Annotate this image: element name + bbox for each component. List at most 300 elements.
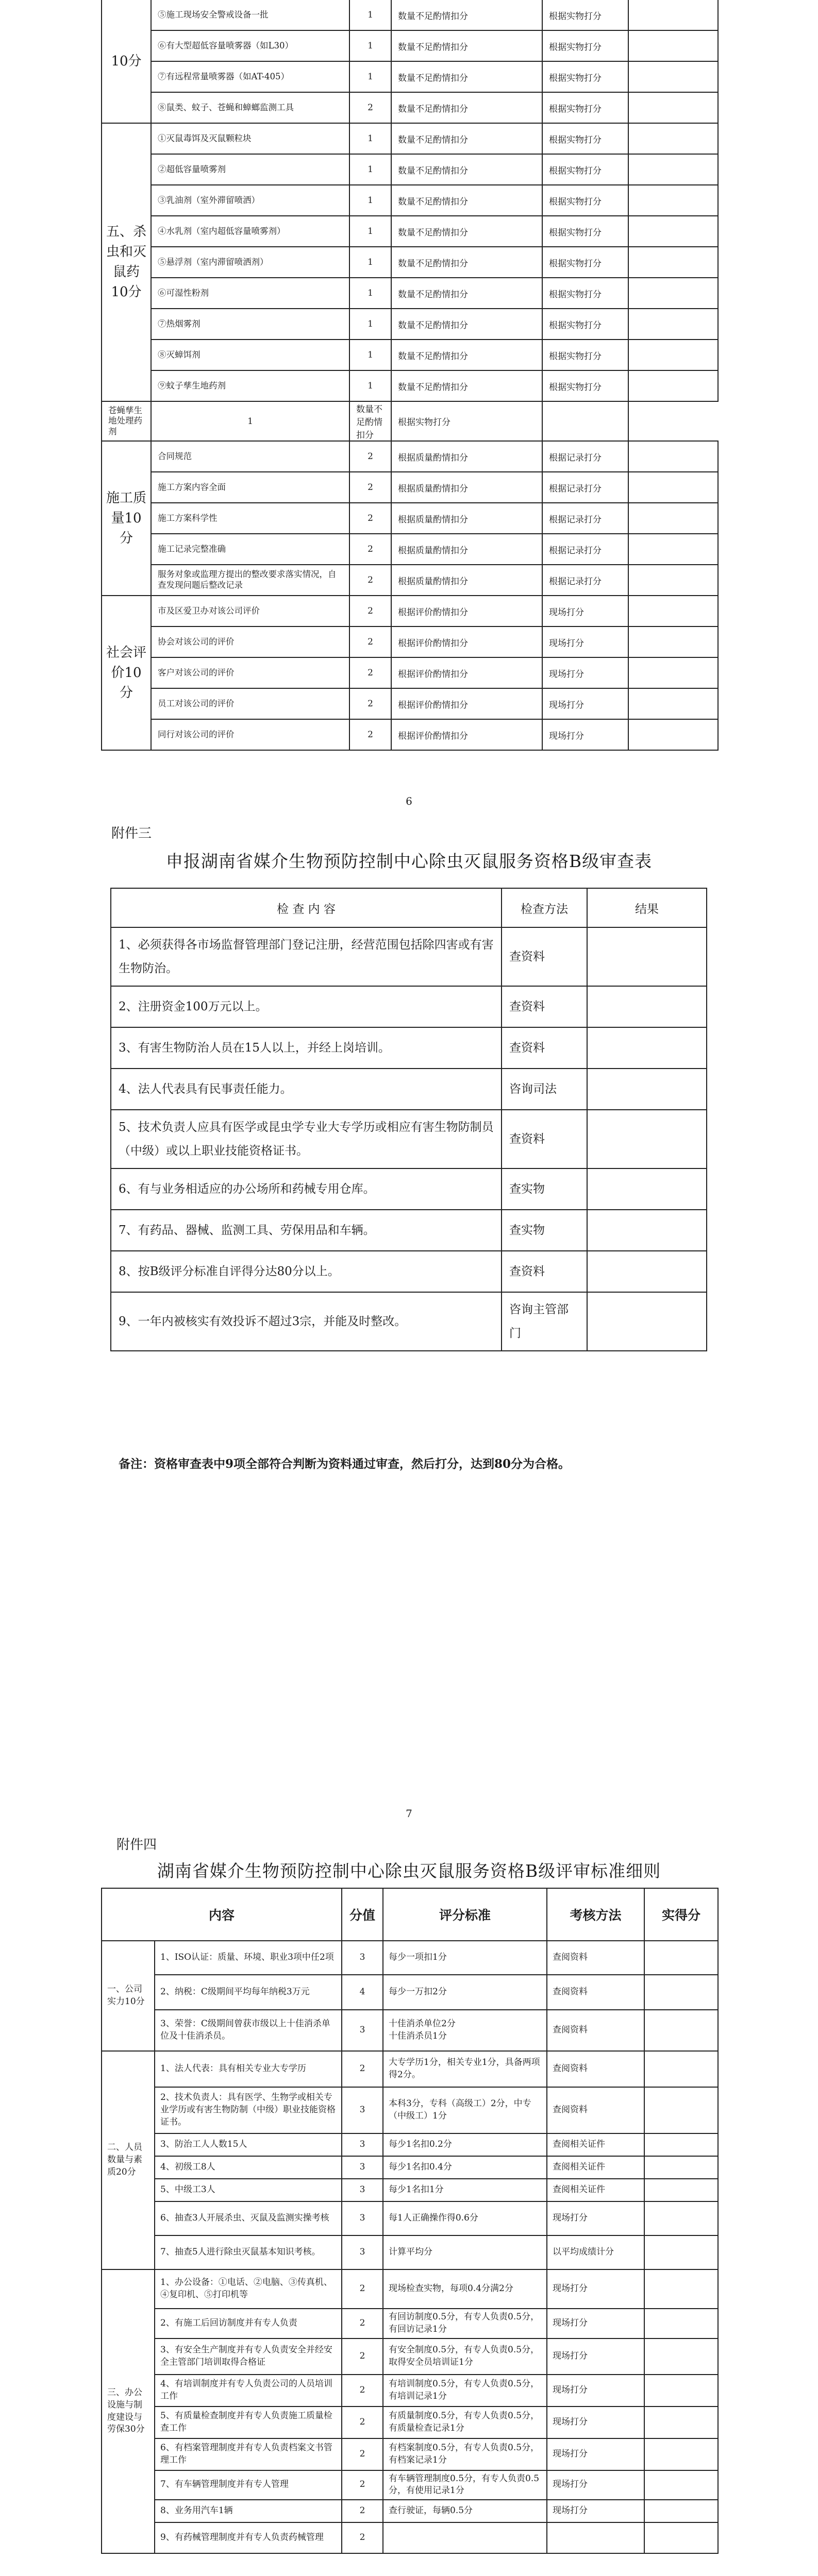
item-cell: ⑦有远程常量喷雾器（如AT-405） [151,61,349,92]
actual-score-cell [628,534,718,565]
content-cell: 6、有与业务相适应的办公场所和药械专用仓库。 [111,1168,502,1210]
item-cell: 6、抽查3人开展杀虫、灭鼠及监测实操考核 [155,2201,342,2235]
scoring-table-continued [101,0,719,751]
method-cell: 根据实物打分 [542,370,628,401]
item-cell: 1、办公设备：①电话、②电脑、③传真机、④复印机、⑤打印机等 [155,2269,342,2309]
table-row [102,2133,718,2156]
standard-cell: 每少1名扣0.4分 [383,2156,547,2179]
method-cell: 根据记录打分 [542,565,628,596]
actual-score-cell [628,441,718,472]
result-cell [587,927,707,986]
standard-cell: 有回访制度0.5分，有专人负责0.5分，有回访记录1分 [383,2309,547,2338]
item-cell: 4、有培训制度并有专人负责公司的人员培训工作 [155,2375,342,2406]
standard-cell: 每少一万扣2分 [383,1975,547,2010]
score-cell: 2 [342,2269,383,2309]
item-cell: 8、业务用汽车1辆 [155,2500,342,2522]
table-row [102,534,718,565]
method-cell: 根据实物打分 [542,123,628,154]
method-cell: 根据实物打分 [542,154,628,185]
actual-score-cell [628,30,718,61]
standard-cell: 根据评价酌情扣分 [391,596,542,626]
table-row [102,2522,718,2553]
score-cell: 2 [342,2522,383,2553]
score-cell: 2 [349,503,391,534]
method-cell: 现场打分 [547,2269,644,2309]
standard-cell: 数量不足酌情扣分 [391,309,542,340]
item-cell: 4、初级工8人 [155,2156,342,2179]
table-row [102,472,718,503]
actual-score-cell [628,278,718,309]
table-row [102,719,718,750]
standard-cell: 数量不足酌情扣分 [349,401,391,441]
result-cell [587,1210,707,1251]
content-cell: 5、技术负责人应具有医学或昆虫学专业大专学历或相应有害生物防制员（中级）或以上职业技能资格证书。 [111,1110,502,1168]
item-cell: 3、有安全生产制度并有专人负责安全并经安全主管部门培训取得合格证 [155,2338,342,2375]
score-cell: 2 [349,596,391,626]
category-cell: 三、办公设施与制度建设与劳保30分 [102,2269,155,2553]
category-cell: 一、公司实力10分 [102,1941,155,2051]
item-cell: 7、有车辆管理制度并有专人管理 [155,2470,342,2500]
table-row [102,1941,718,1975]
item-cell: ⑥有大型超低容量喷雾器（如L30） [151,30,349,61]
score-cell: 2 [349,657,391,688]
actual-score-cell [542,401,628,441]
actual-score-cell [644,2500,718,2522]
method-cell: 查资料 [502,1251,587,1292]
method-cell: 现场打分 [547,2338,644,2375]
standard-cell: 数量不足酌情扣分 [391,154,542,185]
score-cell: 3 [342,1941,383,1975]
table-row [102,2375,718,2406]
actual-score-cell [644,1975,718,2010]
table-row [102,2406,718,2438]
method-cell: 根据实物打分 [542,247,628,278]
table-row [102,370,718,401]
score-cell: 1 [349,309,391,340]
remark-note: 备注：资格审查表中9项全部符合判断为资料通过审查，然后打分，达到80分为合格。 [119,1457,571,1471]
table-row [111,927,707,986]
standard-cell: 十佳消杀单位2分 十佳消杀员1分 [383,2010,547,2051]
standard-cell: 查行驶证，每辆0.5分 [383,2500,547,2522]
method-cell: 现场打分 [547,2406,644,2438]
table-row [102,309,718,340]
actual-score-cell [628,309,718,340]
standard-cell: 根据评价酌情扣分 [391,719,542,750]
table-row [102,2179,718,2201]
table-row [111,1110,707,1168]
score-cell: 2 [342,2438,383,2470]
method-cell: 根据实物打分 [542,0,628,30]
category-cell: 社会评价10分 [102,596,151,750]
result-cell [587,1251,707,1292]
method-cell: 根据实物打分 [542,92,628,123]
table-row [102,2309,718,2338]
table-row [111,1069,707,1110]
score-cell: 2 [342,2051,383,2087]
actual-score-cell [644,2235,718,2269]
item-cell: 6、有档案管理制度并有专人负责档案文书管理工作 [155,2438,342,2470]
table-row [102,216,718,247]
actual-score-cell [644,2010,718,2051]
table-row [102,2010,718,2051]
score-cell: 2 [349,626,391,657]
score-cell: 2 [349,441,391,472]
table-row [102,278,718,309]
actual-score-cell [628,216,718,247]
method-cell: 现场打分 [547,2470,644,2500]
scoring-criteria-table [101,1888,719,2554]
method-cell: 咨询主管部门 [502,1292,587,1351]
item-cell: 苍蝇孳生地处理药剂 [102,401,151,441]
content-cell: 3、有害生物防治人员在15人以上，并经上岗培训。 [111,1027,502,1069]
actual-score-cell [644,2438,718,2470]
item-cell: ⑤施工现场安全警戒设备一批 [151,0,349,30]
actual-score-cell [628,503,718,534]
standard-cell: 每少一项扣1分 [383,1941,547,1975]
standard-cell: 根据质量酌情扣分 [391,503,542,534]
method-cell: 现场打分 [547,2201,644,2235]
standard-cell: 有培训制度0.5分，有专人负责0.5分，有培训记录1分 [383,2375,547,2406]
item-cell: 3、荣誉：C级期间曾获市级以上十佳消杀单位及十佳消杀员。 [155,2010,342,2051]
score-cell: 1 [349,340,391,370]
table-row [102,2156,718,2179]
actual-score-cell [628,123,718,154]
table-row [111,1251,707,1292]
header-method: 考核方法 [547,1888,644,1941]
content-cell: 7、有药品、器械、监测工具、劳保用品和车辆。 [111,1210,502,1251]
actual-score-cell [644,2309,718,2338]
actual-score-cell [628,626,718,657]
standard-cell: 数量不足酌情扣分 [391,61,542,92]
annex-title: 申报湖南省媒介生物预防控制中心除虫灭鼠服务资格B级审查表 [165,851,653,871]
table-row [102,503,718,534]
standard-cell: 数量不足酌情扣分 [391,247,542,278]
actual-score-cell [628,247,718,278]
page-number: 7 [406,1807,412,1820]
item-cell: ④水乳剂（室内超低容量喷雾剂） [151,216,349,247]
score-cell: 1 [349,247,391,278]
score-cell: 1 [349,370,391,401]
actual-score-cell [628,61,718,92]
standard-cell: 每少1名扣0.2分 [383,2133,547,2156]
table-row [102,30,718,61]
table-row [102,688,718,719]
actual-score-cell [644,2087,718,2133]
item-cell: 2、纳税：C级期间平均每年纳税3万元 [155,1975,342,2010]
standard-cell: 有安全制度0.5分，有专人负责0.5分，取得安全员培训证1分 [383,2338,547,2375]
item-cell: ③乳油剂（室外滞留喷洒） [151,185,349,216]
method-cell: 现场打分 [542,657,628,688]
table-row [111,986,707,1027]
category-cell: 10分 [102,0,151,123]
table-row [111,1168,707,1210]
score-cell: 2 [349,565,391,596]
score-cell: 3 [342,2087,383,2133]
actual-score-cell [644,2201,718,2235]
result-cell [587,1110,707,1168]
score-cell: 1 [151,401,349,441]
table-row [111,1292,707,1351]
item-cell: 5、中级工3人 [155,2179,342,2201]
header-result: 结果 [587,888,707,927]
header-standard: 评分标准 [383,1888,547,1941]
table-row [102,2438,718,2470]
method-cell: 根据记录打分 [542,441,628,472]
actual-score-cell [628,370,718,401]
method-cell: 查实物 [502,1168,587,1210]
score-cell: 1 [349,185,391,216]
header-actual-score: 实得分 [644,1888,718,1941]
score-cell: 2 [342,2309,383,2338]
table-row [102,2338,718,2375]
score-cell: 3 [342,2235,383,2269]
actual-score-cell [644,2133,718,2156]
method-cell: 根据实物打分 [542,309,628,340]
method-cell: 根据实物打分 [542,216,628,247]
score-cell: 2 [342,2338,383,2375]
table-row [102,565,718,596]
table-row [111,1210,707,1251]
standard-cell: 本科3分，专科（高级工）2分，中专（中级工）1分 [383,2087,547,2133]
method-cell: 查实物 [502,1210,587,1251]
score-cell: 1 [349,154,391,185]
table-row [102,2470,718,2500]
table-row [102,2269,718,2309]
score-cell: 3 [342,2201,383,2235]
item-cell: 1、ISO认证：质量、环境、职业3项中任2项 [155,1941,342,1975]
actual-score-cell [644,2406,718,2438]
item-cell: 协会对该公司的评价 [151,626,349,657]
category-cell: 二、人员数量与素质20分 [102,2051,155,2269]
item-cell: 5、有质量检查制度并有专人负责施工质量检查工作 [155,2406,342,2438]
score-cell: 2 [342,2500,383,2522]
score-cell: 3 [342,2133,383,2156]
annex-label: 附件四 [116,1837,157,1853]
method-cell: 查阅资料 [547,2010,644,2051]
table-row [102,92,718,123]
standard-cell: 数量不足酌情扣分 [391,340,542,370]
actual-score-cell [628,185,718,216]
score-cell: 2 [349,719,391,750]
method-cell: 查阅相关证件 [547,2133,644,2156]
item-cell: 施工方案科学性 [151,503,349,534]
method-cell: 根据记录打分 [542,503,628,534]
result-cell [587,986,707,1027]
result-cell [587,1168,707,1210]
standard-cell [383,2522,547,2553]
method-cell: 根据实物打分 [542,61,628,92]
method-cell: 根据记录打分 [542,534,628,565]
actual-score-cell [644,2179,718,2201]
method-cell: 现场打分 [542,719,628,750]
score-cell: 2 [349,92,391,123]
category-cell: 五、杀虫和灭鼠药10分 [102,123,151,401]
table-row [102,441,718,472]
standard-cell: 根据质量酌情扣分 [391,472,542,503]
item-cell: ⑧鼠类、蚊子、苍蝇和蟑螂监测工具 [151,92,349,123]
score-cell: 3 [342,2179,383,2201]
actual-score-cell [644,2269,718,2309]
method-cell: 查阅资料 [547,2051,644,2087]
header-content: 内容 [102,1888,342,1941]
item-cell: 施工记录完整准确 [151,534,349,565]
score-cell: 2 [342,2470,383,2500]
standard-cell: 数量不足酌情扣分 [391,278,542,309]
item-cell: 2、技术负责人：具有医学、生物学或相关专业学历或有害生物防制（中级）职业技能资格证书。 [155,2087,342,2133]
method-cell: 查资料 [502,927,587,986]
table-row [102,2201,718,2235]
item-cell: 客户对该公司的评价 [151,657,349,688]
score-cell: 4 [342,1975,383,2010]
item-cell: 施工方案内容全面 [151,472,349,503]
actual-score-cell [628,719,718,750]
method-cell: 现场打分 [547,2438,644,2470]
score-cell: 2 [349,534,391,565]
annex-label: 附件三 [111,826,152,841]
standard-cell: 数量不足酌情扣分 [391,216,542,247]
score-cell: 1 [349,216,391,247]
score-cell: 2 [349,472,391,503]
item-cell: ⑥可湿性粉剂 [151,278,349,309]
standard-cell: 数量不足酌情扣分 [391,30,542,61]
item-cell: 同行对该公司的评价 [151,719,349,750]
item-cell: 2、有施工后回访制度并有专人负责 [155,2309,342,2338]
standard-cell: 大专学历1分，相关专业1分，具备两项得2分。 [383,2051,547,2087]
table-row [102,2087,718,2133]
actual-score-cell [628,688,718,719]
actual-score-cell [644,2156,718,2179]
item-cell: ①灭鼠毒饵及灭鼠颗粒块 [151,123,349,154]
method-cell: 现场打分 [547,2500,644,2522]
standard-cell: 根据质量酌情扣分 [391,565,542,596]
item-cell: ②超低容量喷雾剂 [151,154,349,185]
method-cell: 根据实物打分 [542,185,628,216]
method-cell: 根据实物打分 [391,401,542,441]
score-cell: 3 [342,2010,383,2051]
standard-cell: 根据评价酌情扣分 [391,657,542,688]
score-cell: 1 [349,123,391,154]
header-score: 分值 [342,1888,383,1941]
annex-title: 湖南省媒介生物预防控制中心除虫灭鼠服务资格B级评审标准细则 [157,1861,661,1881]
item-cell: 服务对象或监理方提出的整改要求落实情况，自查发现问题后整改记录 [151,565,349,596]
table-row [102,657,718,688]
method-cell: 根据实物打分 [542,30,628,61]
content-cell: 8、按B级评分标准自评得分达80分以上。 [111,1251,502,1292]
header-content: 检 查 内 容 [111,888,502,927]
page-number: 6 [406,795,412,807]
table-row [102,2051,718,2087]
standard-cell: 根据质量酌情扣分 [391,441,542,472]
category-cell: 施工质量10分 [102,441,151,596]
standard-cell: 根据评价酌情扣分 [391,688,542,719]
method-cell: 咨询司法 [502,1069,587,1110]
actual-score-cell [628,565,718,596]
score-cell: 3 [342,2156,383,2179]
actual-score-cell [628,340,718,370]
method-cell: 现场打分 [542,596,628,626]
score-cell: 2 [342,2375,383,2406]
result-cell [587,1292,707,1351]
table-row [102,0,718,30]
actual-score-cell [628,0,718,30]
item-cell: 9、有药械管理制度并有专人负责药械管理 [155,2522,342,2553]
table-row [111,1027,707,1069]
item-cell: 7、抽查5人进行除虫灭鼠基本知识考核。 [155,2235,342,2269]
item-cell: 3、防治工人人数15人 [155,2133,342,2156]
table-row [102,247,718,278]
actual-score-cell [628,657,718,688]
method-cell: 现场打分 [542,688,628,719]
actual-score-cell [644,2375,718,2406]
method-cell: 以平均成绩计分 [547,2235,644,2269]
table-row [102,626,718,657]
table-row [102,123,718,154]
table-row [102,154,718,185]
actual-score-cell [644,2338,718,2375]
score-cell: 1 [349,0,391,30]
score-cell: 2 [342,2406,383,2438]
standard-cell: 数量不足酌情扣分 [391,0,542,30]
method-cell: 根据实物打分 [542,340,628,370]
actual-score-cell [644,2051,718,2087]
item-cell: 员工对该公司的评价 [151,688,349,719]
table-row [102,185,718,216]
standard-cell: 每少1名扣1分 [383,2179,547,2201]
method-cell: 查阅相关证件 [547,2179,644,2201]
standard-cell: 数量不足酌情扣分 [391,370,542,401]
table-row [102,401,718,441]
content-cell: 1、必须获得各市场监督管理部门登记注册，经营范围包括除四害或有害生物防治。 [111,927,502,986]
table-row [102,2235,718,2269]
actual-score-cell [628,596,718,626]
method-cell: 查阅相关证件 [547,2156,644,2179]
table-row [102,61,718,92]
method-cell: 查资料 [502,1027,587,1069]
table-row [102,340,718,370]
method-cell: 查资料 [502,986,587,1027]
standard-cell: 有档案制度0.5分，有专人负责0.5分，有档案记录1分 [383,2438,547,2470]
result-cell [587,1027,707,1069]
actual-score-cell [628,472,718,503]
table-row [102,596,718,626]
method-cell: 现场打分 [547,2309,644,2338]
method-cell: 查阅资料 [547,2087,644,2133]
method-cell: 查资料 [502,1110,587,1168]
method-cell: 根据记录打分 [542,472,628,503]
method-cell [547,2522,644,2553]
header-method: 检查方法 [502,888,587,927]
method-cell: 查阅资料 [547,1941,644,1975]
method-cell: 查阅资料 [547,1975,644,2010]
score-cell: 1 [349,30,391,61]
score-cell: 1 [349,61,391,92]
standard-cell: 有质量制度0.5分，有专人负责0.5分，有质量检查记录1分 [383,2406,547,2438]
actual-score-cell [644,1941,718,1975]
standard-cell: 现场检查实物，每项0.4分满2分 [383,2269,547,2309]
standard-cell: 计算平均分 [383,2235,547,2269]
method-cell: 现场打分 [542,626,628,657]
content-cell: 4、法人代表具有民事责任能力。 [111,1069,502,1110]
item-cell: 1、法人代表：具有相关专业大专学历 [155,2051,342,2087]
item-cell: 市及区爱卫办对该公司评价 [151,596,349,626]
standard-cell: 数量不足酌情扣分 [391,185,542,216]
result-cell [587,1069,707,1110]
method-cell: 根据实物打分 [542,278,628,309]
qualification-review-table [110,888,707,1351]
standard-cell: 每1人正确操作得0.6分 [383,2201,547,2235]
score-cell: 2 [349,688,391,719]
standard-cell: 根据评价酌情扣分 [391,626,542,657]
